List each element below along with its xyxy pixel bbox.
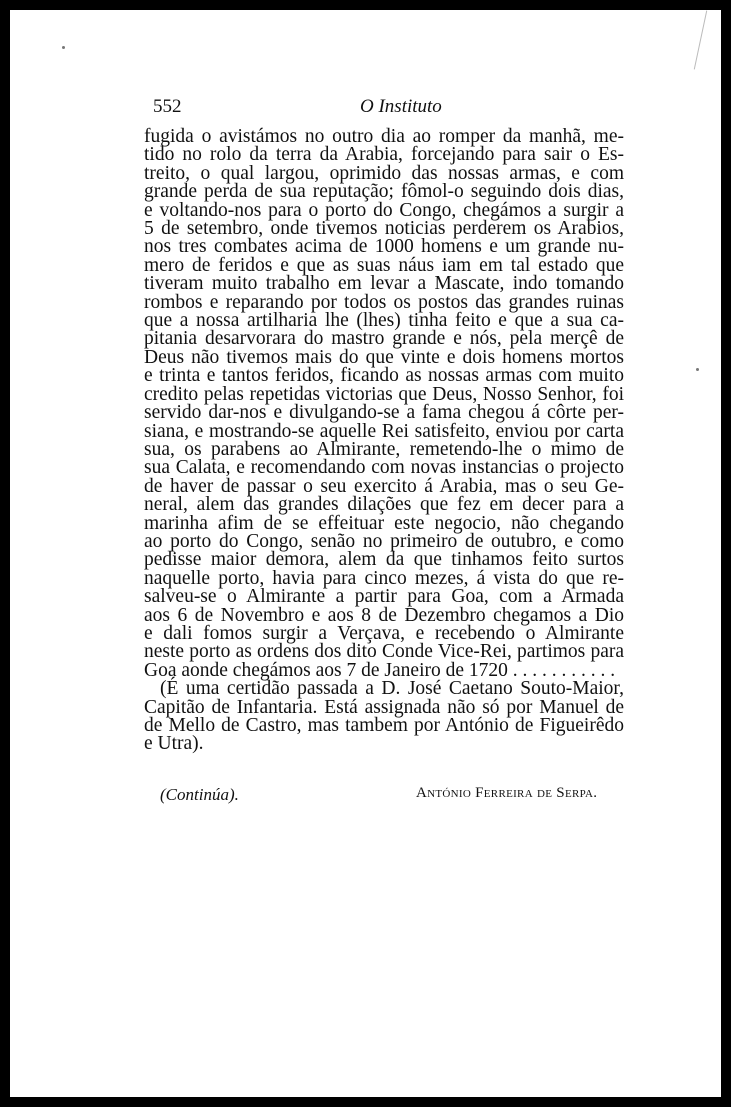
text-line: mero de feridos e que as suas náus iam em tal estado que bbox=[144, 254, 624, 276]
text-line: Capitão de Infantaria. Está assignada não só por Manuel de bbox=[144, 696, 624, 718]
text-line: e Utra). bbox=[144, 733, 204, 755]
page-number: 552 bbox=[153, 96, 182, 117]
continuation-note: (Continúa). bbox=[160, 785, 239, 804]
text-line: siana, e mostrando-se aquelle Rei satisfeito, enviou por carta bbox=[144, 420, 624, 442]
text-line: neste porto as ordens dos dito Conde Vice-Rei, partimos para bbox=[144, 641, 624, 663]
text-line: marinha afim de se effeituar este negocio, não chegando bbox=[144, 512, 624, 534]
text-line: naquelle porto, havia para cinco mezes, á vista do que re- bbox=[144, 567, 624, 589]
page-footer bbox=[160, 785, 620, 807]
page-header bbox=[153, 96, 593, 118]
text-line: que a nossa artilharia lhe (lhes) tinha feito e que a sua ca- bbox=[144, 310, 624, 332]
text-line: fugida o avistámos no outro dia ao romper da manhã, me- bbox=[144, 126, 624, 147]
text-line: credito pelas repetidas victorias que Deus, Nosso Senhor, foi bbox=[144, 383, 624, 405]
text-line: rombos e reparando por todos os postos das grandes ruinas bbox=[144, 291, 624, 313]
text-line: de Mello de Castro, mas tambem por António de Figueirêdo bbox=[144, 715, 624, 736]
dust-speck bbox=[62, 46, 65, 49]
margin-mark bbox=[694, 11, 707, 70]
text-line: grande perda de sua reputação; fômol-o seguindo dois dias, bbox=[144, 181, 624, 203]
dust-speck bbox=[696, 368, 699, 371]
text-line: pedisse maior demora, alem da que tinhamos feito surtos bbox=[144, 549, 624, 571]
text-line: sua Calata, e recomendando com novas instancias o projecto bbox=[144, 457, 624, 479]
text-line: ao porto do Congo, senão no primeiro de outubro, e como bbox=[144, 530, 624, 552]
text-line: sua, os parabens ao Almirante, remetendo-lhe o mimo de bbox=[144, 438, 624, 460]
text-line: nos tres combates acima de 1000 homens e um grande nu- bbox=[144, 236, 624, 258]
text-line: e dali fomos surgir a Verçava, e recebendo o Almirante bbox=[144, 622, 624, 644]
text-line: Deus não tivemos mais do que vinte e dois homens mortos bbox=[144, 346, 624, 368]
text-line: salveu-se o Almirante a partir para Goa, com a Armada bbox=[144, 586, 624, 608]
text-line: 5 de setembro, onde tivemos noticias perderem os Arabios, bbox=[144, 218, 624, 240]
scanned-page bbox=[10, 10, 721, 1097]
author-signature: António Ferreira de Serpa. bbox=[416, 785, 598, 801]
text-line: servido dar-nos e divulgando-se a fama chegou á côrte per- bbox=[144, 402, 624, 424]
text-line: Goa aonde chegámos aos 7 de Janeiro de 1720 . . . . . . . . . . . bbox=[144, 659, 616, 681]
text-line: tido no rolo da terra da Arabia, forcejando para sair o Es- bbox=[144, 144, 624, 166]
text-line: e trinta e tantos feridos, ficando as nossas armas com muito bbox=[144, 365, 624, 387]
text-line: (É uma certidão passada a D. José Caetano Souto-Maior, bbox=[160, 678, 624, 700]
text-line: de haver de passar o seu exercito á Arabia, mas o seu Ge- bbox=[144, 475, 624, 497]
text-line: neral, alem das grandes dilações que fez em decer para a bbox=[144, 494, 624, 516]
running-title: O Instituto bbox=[360, 96, 442, 117]
body-text bbox=[144, 128, 624, 754]
text-line: e voltando-nos para o porto do Congo, chegámos a surgir a bbox=[144, 199, 624, 221]
text-line: tiveram muito trabalho em levar a Mascate, indo tomando bbox=[144, 273, 624, 295]
text-line: treito, o qual largou, oprimido das nossas armas, e com bbox=[144, 162, 624, 184]
text-line: pitania desarvorara do mastro grande e nós, pela merçê de bbox=[144, 328, 624, 350]
text-line: aos 6 de Novembro e aos 8 de Dezembro chegamos a Dio bbox=[144, 604, 624, 626]
